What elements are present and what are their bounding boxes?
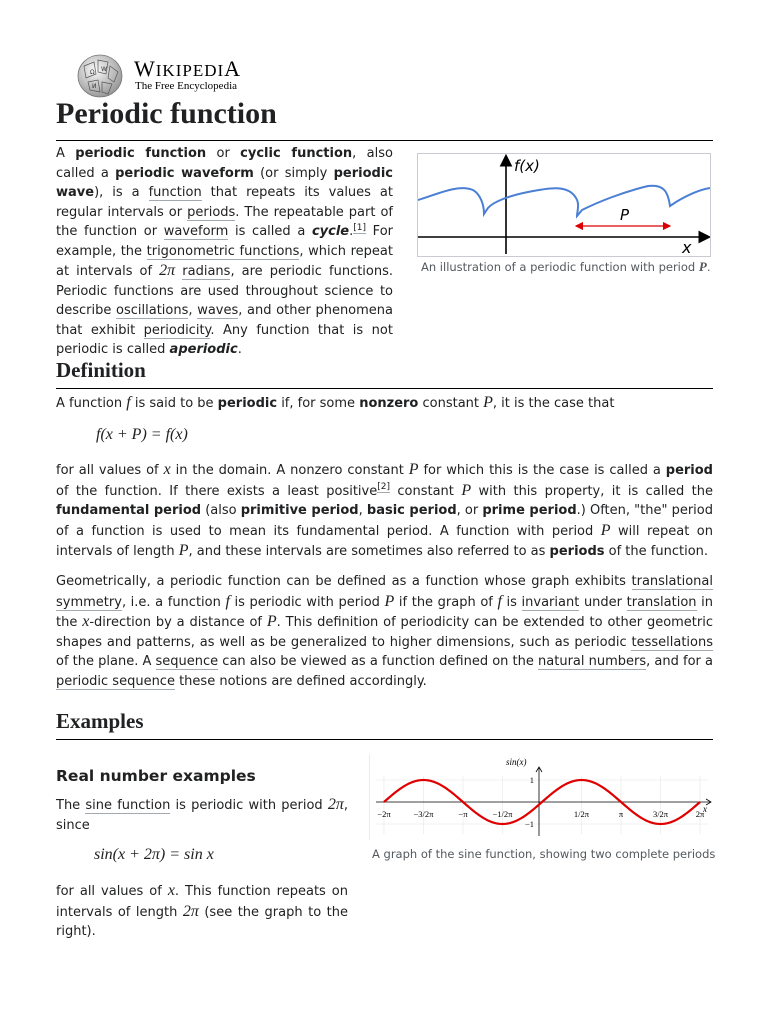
sine-xlabel: x: [703, 804, 707, 814]
sine-chart: [370, 754, 714, 840]
page-title: Periodic function: [56, 92, 713, 141]
periodic-illustration: [418, 154, 710, 256]
periodic-curve: [418, 186, 710, 216]
link-periodicity[interactable]: periodicity: [143, 322, 211, 338]
link-waves[interactable]: waves: [197, 303, 239, 318]
intro-figure-caption: An illustration of a periodic function with period P.: [421, 259, 711, 274]
svg-text:И: И: [92, 83, 97, 90]
link-trigonometric-functions[interactable]: trigonometric functions: [146, 243, 300, 259]
ref-1[interactable]: [1]: [353, 222, 367, 233]
x-label: x: [682, 238, 692, 256]
ref-2[interactable]: [2]: [377, 482, 390, 493]
link-invariant[interactable]: invariant: [521, 594, 580, 610]
link-translational-symmetry[interactable]: translational symmetry: [56, 574, 713, 610]
sine-equation: sin(x + 2π) = sin x: [94, 846, 214, 863]
svg-text:W: W: [101, 66, 107, 73]
heading-definition: Definition: [56, 355, 713, 389]
link-waveform[interactable]: waveform: [163, 224, 229, 239]
sine-graph-figure: [369, 754, 714, 840]
sine-ylabel: sin(x): [506, 757, 527, 767]
sine-y-tick-label: 1: [529, 775, 534, 785]
link-natural-numbers[interactable]: natural numbers: [538, 654, 647, 669]
link-tessellations[interactable]: tessellations: [631, 634, 713, 650]
definition-lead: A function f is said to be periodic if, for some nonzero constant P, it is the case that: [56, 394, 615, 411]
link-radians[interactable]: radians: [182, 264, 231, 279]
link-sequence[interactable]: sequence: [155, 654, 219, 669]
sine-x-tick-label: −3/2π: [413, 809, 434, 819]
definition-paragraph-1: for all values of x in the domain. A nonzero constant P for which this is the case is called a period of the function. If there exists a least positive[2] constant P with this property, it is called the fundamental period (also primitive period, basic period, or prime period.) Often, "the" period of a function is used to mean its fundamental period. A function with period P will repeat on intervals of length P, and these intervals are sometimes also referred to as periods of the function.: [56, 461, 714, 559]
sine-figure-caption: A graph of the sine function, showing two complete periods: [372, 847, 716, 861]
link-periods[interactable]: periods: [187, 204, 236, 220]
p-label: P: [620, 206, 630, 224]
heading-real-number-examples: Real number examples: [56, 767, 256, 785]
link-sine-function[interactable]: sine function: [85, 798, 171, 813]
sine-x-tick-label: −π: [458, 809, 468, 819]
sine-x-tick-label: 3/2π: [652, 809, 669, 819]
sine-x-tick-label: 1/2π: [573, 809, 590, 819]
sine-paragraph-2: for all values of x. This function repeats on intervals of length 2π (see the graph to the right).: [56, 882, 348, 939]
intro-paragraph: A periodic function or cyclic function, also called a periodic waveform (or simply periodic wave), is a function that repeats its values at regular intervals or periods. The repeatable part of the function or waveform is called a cycle.[1] For example, the trigonometric functions, which repeat at intervals of 2π radians, are periodic functions. Periodic functions are used throughout science to describe oscillations, waves, and other phenomena that exhibit periodicity. Any function that is not periodic is called aperiodic.: [56, 146, 394, 357]
sine-paragraph: The sine function is periodic with period 2π, since: [56, 796, 349, 833]
definition-paragraph-2: Geometrically, a periodic function can be defined as a function whose graph exhibits translational symmetry, i.e. a function f is periodic with period P if the graph of f is invariant under translation in the x-direction by a distance of P. This definition of periodicity can be extended to other geometric shapes and patterns, as well as be generalized to higher dimensions, such as periodic tessellations of the plane. A sequence can also be viewed as a function defined on the natural numbers, and for a periodic sequence these notions are defined accordingly.: [56, 574, 714, 689]
sine-x-tick-label: −1/2π: [492, 809, 513, 819]
link-periodic-sequence[interactable]: periodic sequence: [56, 673, 175, 689]
svg-text:Ω: Ω: [90, 69, 95, 76]
sine-x-tick-label: π: [618, 809, 624, 819]
sine-x-tick-label: 2π: [695, 809, 705, 819]
periodic-illustration-figure: [417, 153, 711, 257]
fx-label: f(x): [514, 157, 540, 175]
sine-y-tick-label: −1: [524, 819, 534, 829]
link-function[interactable]: function: [148, 185, 202, 200]
link-translation[interactable]: translation: [626, 594, 697, 610]
heading-examples: Examples: [56, 706, 713, 740]
definition-equation: f(x + P) = f(x): [96, 426, 188, 443]
sine-x-tick-label: −2π: [377, 809, 391, 819]
tagline: The Free Encyclopedia: [135, 80, 238, 92]
wikipedia-wordmark[interactable]: WIKIPEDIA: [134, 56, 242, 81]
link-oscillations[interactable]: oscillations: [116, 303, 189, 318]
